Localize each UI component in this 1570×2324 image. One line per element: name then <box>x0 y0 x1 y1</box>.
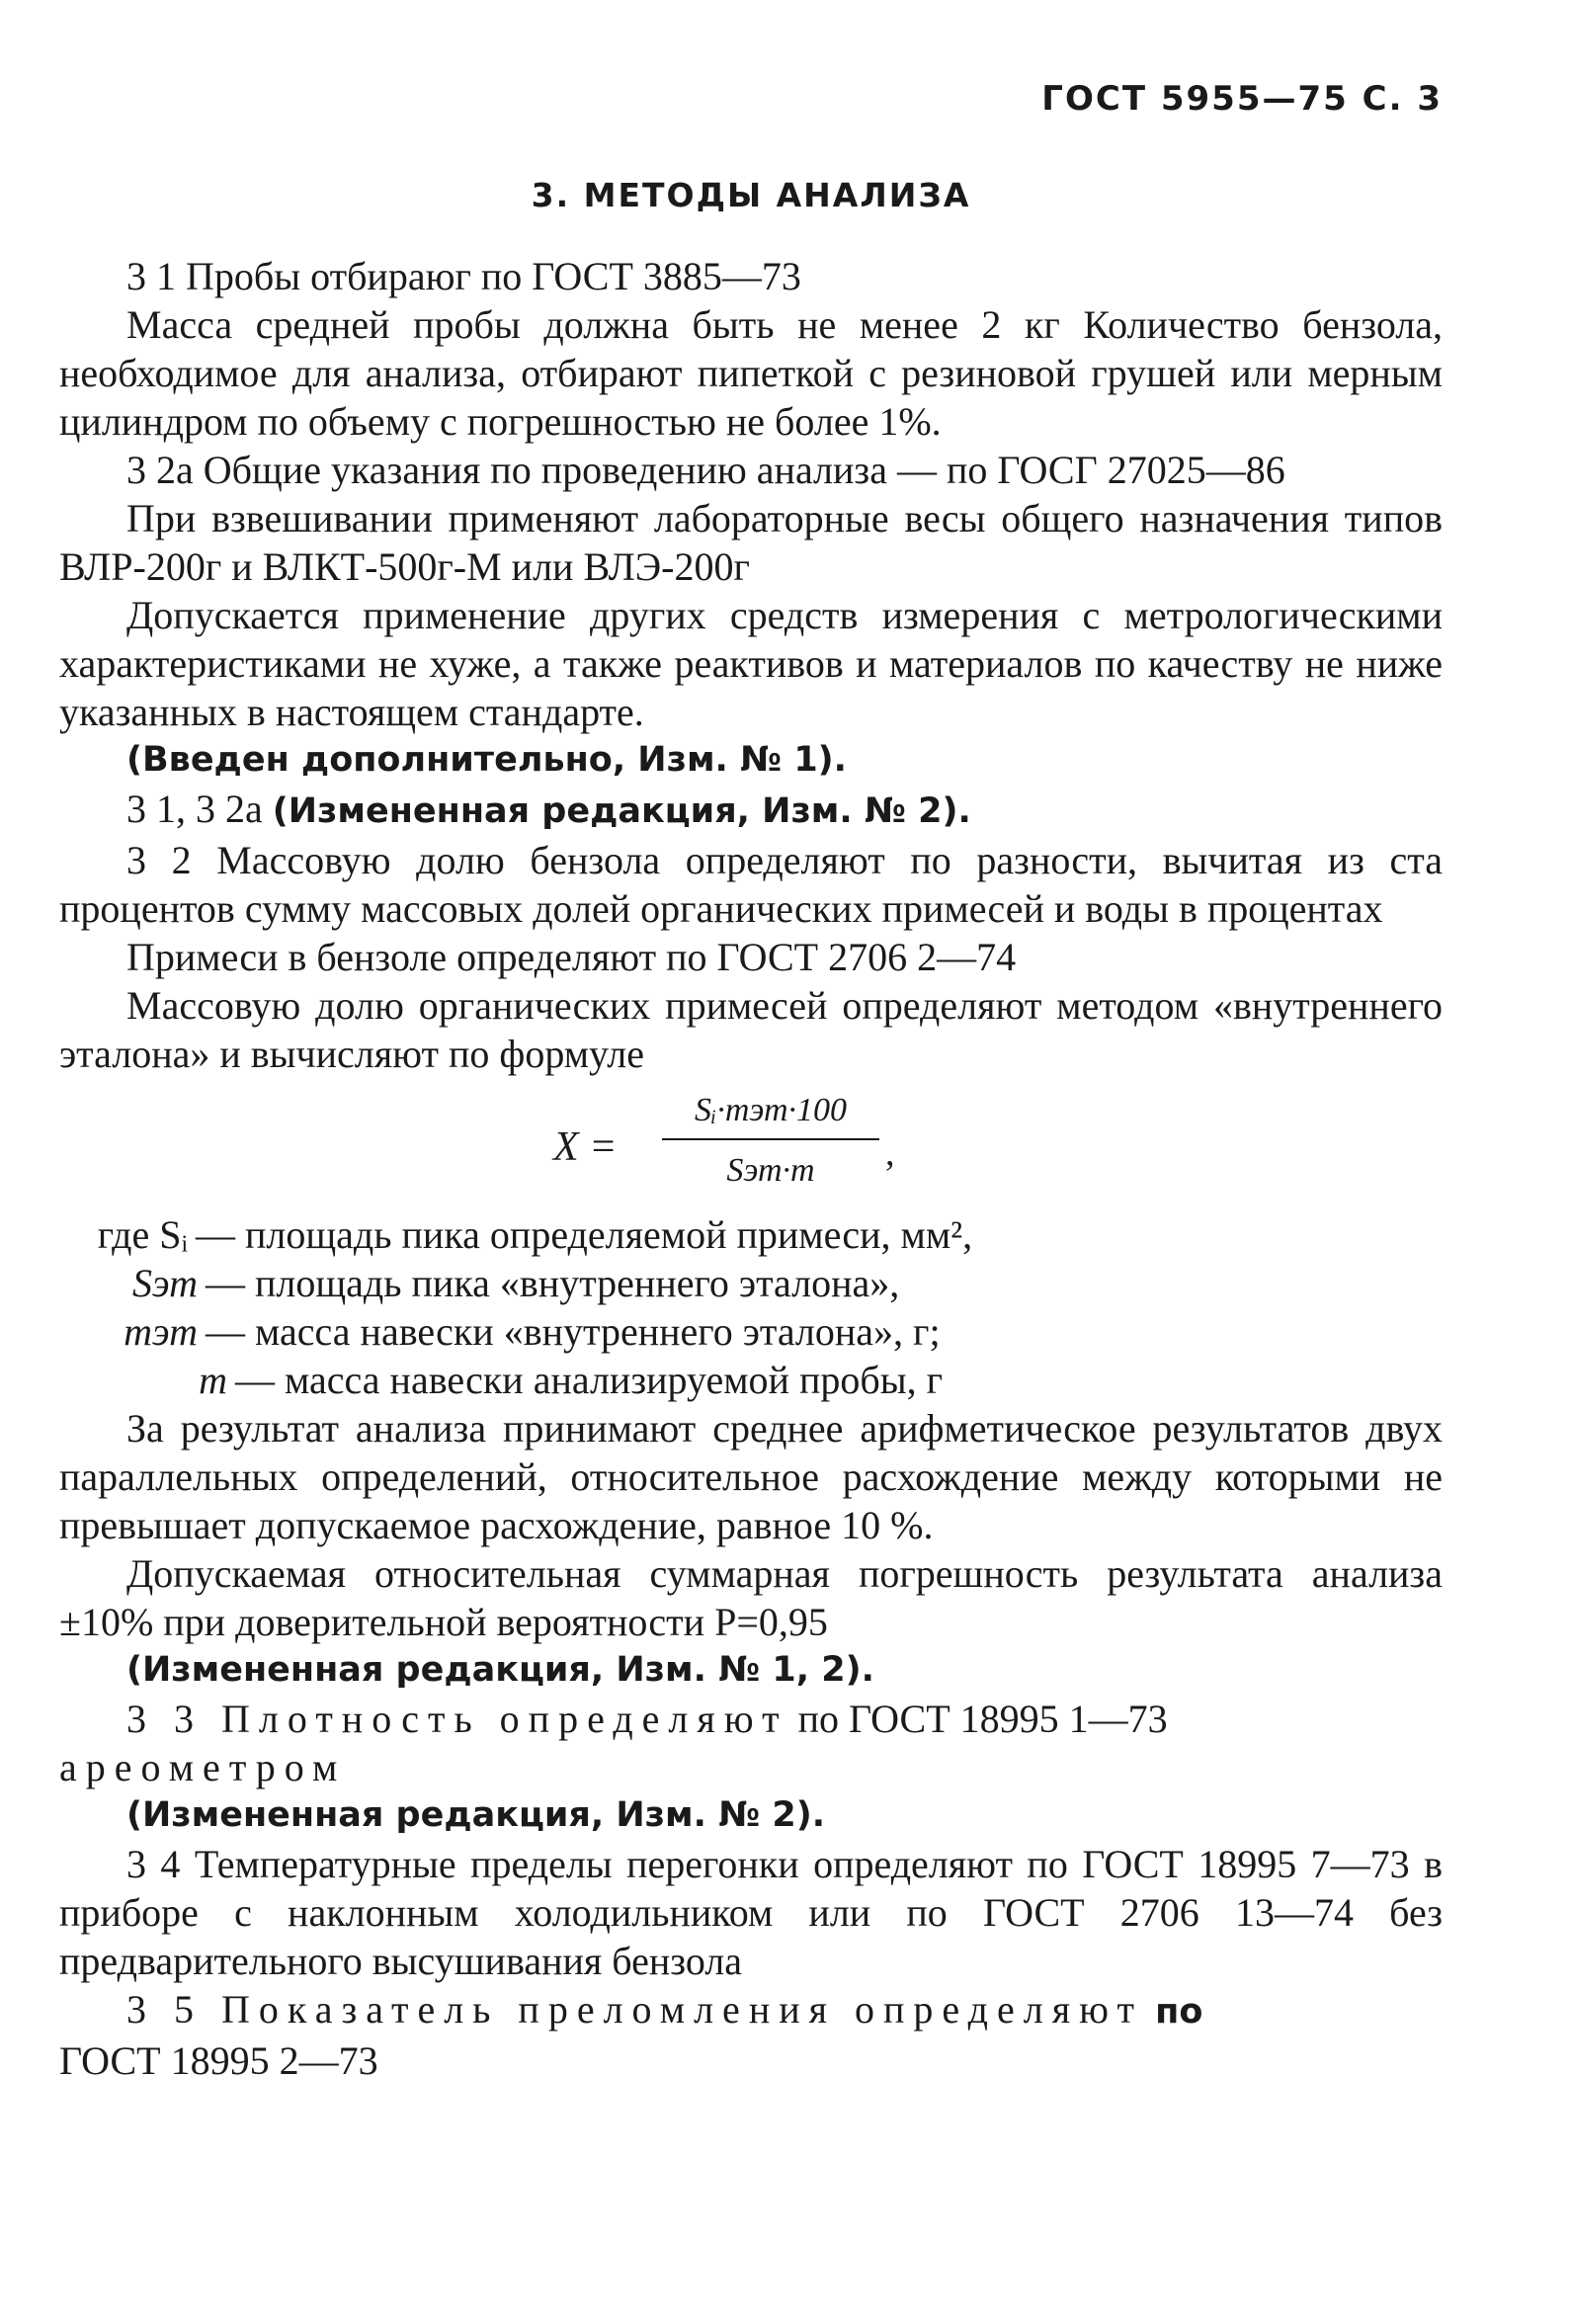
document-page <box>59 0 1443 2324</box>
legend-row <box>59 1259 1443 1307</box>
legend-text: — масса навески анализируемой пробы, г <box>235 1358 943 1402</box>
formula-trail: , <box>885 1132 895 1174</box>
paragraph-amend-ref <box>59 785 1443 836</box>
amendment-note-2: (Измененная редакция, Изм. № 2). <box>272 791 971 831</box>
formula-legend <box>59 1210 1443 1404</box>
paragraph-weighing: При взвешивании применяют лабораторные весы общего назначения типов ВЛР-200г и ВЛКТ-500г-М или ВЛЭ-200г <box>59 496 1443 589</box>
refraction-po: по <box>1142 1992 1203 2032</box>
legend-text: — площадь пика «внутреннего эталона», <box>206 1261 900 1305</box>
paragraph-3-2: 3 2 Массовую долю бензола определяют по разности, вычитая из ста процентов сумму массовых долей органических примесей и воды в процентах <box>59 838 1443 931</box>
paragraph-impurities: Примеси в бензоле определяют по ГОСТ 2706 2—74 <box>126 935 1017 979</box>
paragraph-organic-impurities: Массовую долю органических примесей определяют методом «внутреннего эталона» и вычисляют по формуле <box>59 983 1443 1076</box>
paragraph-3-1: 3 1 Пробы отбираюг по ГОСТ 3885—73 <box>126 254 801 298</box>
legend-symbol: Sэт <box>132 1261 198 1305</box>
paragraph-3-5 <box>59 1985 1443 2036</box>
formula-numerator: Sᵢ·mэт·100 <box>662 1086 879 1140</box>
paragraph-3-5-cont: ГОСТ 18995 2—73 <box>59 2038 378 2083</box>
legend-symbol: mэт <box>124 1309 198 1354</box>
legend-row <box>59 1356 1443 1404</box>
paragraph-3-4: 3 4 Температурные пределы перегонки определяют по ГОСТ 18995 7—73 в приборе с наклонным холодильником или по ГОСТ 2706 13—74 без предварительного высушивания бензола <box>59 1842 1443 1983</box>
section-title: 3. МЕТОДЫ АНАЛИЗА <box>531 176 971 214</box>
formula <box>59 1086 1443 1204</box>
paragraph-3-3-cont: ареометром <box>59 1745 347 1789</box>
amend-ref-numbers: 3 1, 3 2а <box>126 787 273 831</box>
legend-text: — масса навески «внутреннего эталона», г; <box>206 1309 941 1354</box>
formula-lhs: X = <box>553 1124 618 1170</box>
formula-denominator: Sэт·m <box>726 1152 815 1189</box>
amendment-note-1: (Введен дополнительно, Изм. № 1). <box>126 740 847 780</box>
density-gost: по ГОСТ 18995 1—73 <box>787 1697 1168 1741</box>
refraction-phrase: 3 5 Показатель преломления определяют <box>126 1987 1143 2032</box>
legend-text: — площадь пика определяемой примеси, мм², <box>196 1212 973 1257</box>
legend-symbol: m <box>199 1358 227 1402</box>
paragraph-result: За результат анализа принимают среднее арифметическое результатов двух параллельных определений, относительное расхождение между которыми не превышает допускаемое расхождение, равное 10 %. <box>59 1406 1443 1547</box>
paragraph-3-3 <box>59 1695 1443 1743</box>
legend-symbol: где Sᵢ <box>97 1212 188 1257</box>
page-header: ГОСТ 5955—75 С. 3 <box>1041 79 1443 119</box>
legend-row <box>59 1210 1443 1259</box>
paragraph-error: Допускаемая относительная суммарная погрешность результата анализа ±10% при доверительной вероятности P=0,95 <box>59 1551 1443 1644</box>
paragraph-sample-mass: Масса средней пробы должна быть не менее 2 кг Количество бензола, необходимое для анализа, отбирают пипеткой с резиновой грушей или мерным цилиндром по объему с погрешностью не более 1%. <box>59 302 1443 444</box>
legend-row <box>59 1307 1443 1356</box>
paragraph-permitted: Допускается применение других средств измерения с метрологическими характеристиками не хуже, а также реактивов и материалов по качеству не ниже указанных в настоящем стандарте. <box>59 593 1443 734</box>
document-body <box>59 252 1443 2085</box>
density-phrase: 3 3 Плотность определяют <box>126 1697 788 1741</box>
paragraph-3-2a: 3 2а Общие указания по проведению анализа — по ГОСГ 27025—86 <box>126 448 1285 492</box>
amendment-note-3: (Измененная редакция, Изм. № 1, 2). <box>126 1650 874 1690</box>
formula-fraction <box>662 1086 879 1195</box>
amendment-note-4: (Измененная редакция, Изм. № 2). <box>126 1795 826 1835</box>
